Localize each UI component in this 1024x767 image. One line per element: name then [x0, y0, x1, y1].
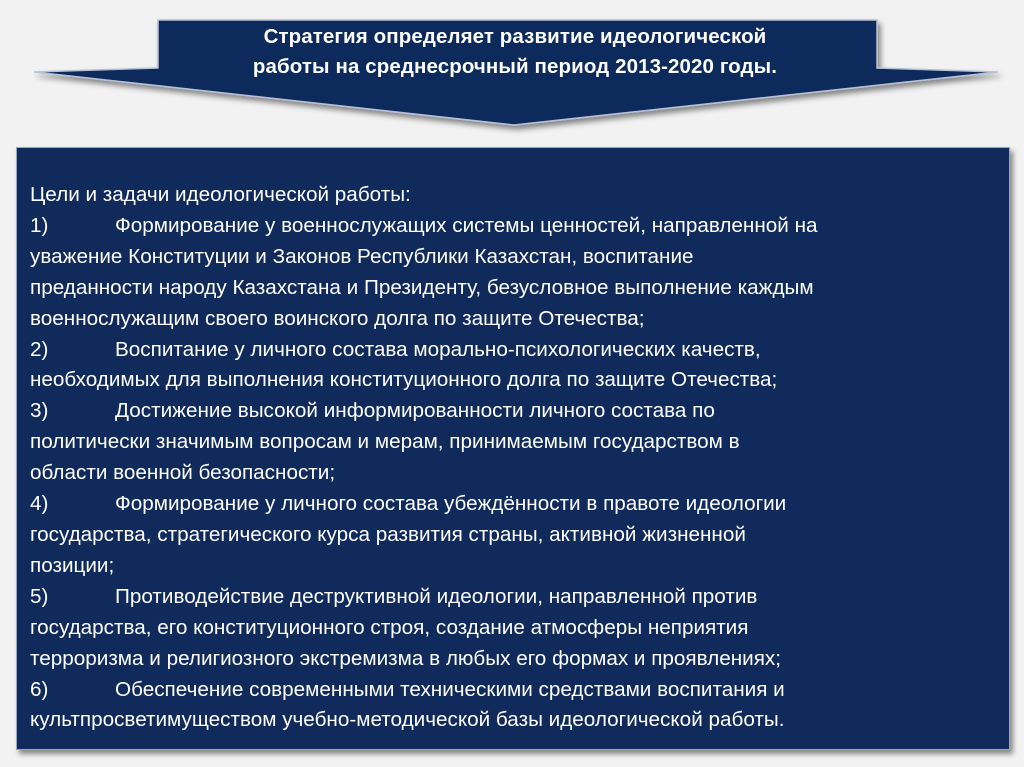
- list-item-line: необходимых для выполнения конституционного долга по защите Отечества;: [30, 368, 778, 392]
- list-item-line: государства, его конституционного строя, создание атмосферы неприятия: [30, 615, 749, 639]
- list-item-line: области военной безопасности;: [30, 461, 336, 485]
- list-item-line: 1) Формирование у военнослужащих системы ценностей, направленной на: [30, 211, 1005, 242]
- list-item-line: политически значимым вопросам и мерам, принимаемым государством в: [30, 430, 740, 454]
- list-item-number: 6): [30, 677, 49, 701]
- list-item-number: 1): [30, 213, 49, 237]
- content-text: [30, 180, 1005, 736]
- list-item-line: военнослужащим своего воинского долга по защите Отечества;: [30, 306, 645, 330]
- list-item-line: государства, стратегического курса развития страны, активной жизненной: [30, 522, 746, 546]
- list-item-line: 6) Обеспечение современными техническими средствами воспитания и: [30, 675, 1005, 706]
- list-item-line: терроризма и религиозного экстремизма в любых его формах и проявлениях;: [30, 646, 782, 670]
- banner-title-line: Стратегия определяет развитие идеологической: [263, 25, 767, 48]
- list-item-line: культпросветимуществом учебно-методической базы идеологической работы.: [30, 708, 785, 732]
- banner-title: [170, 22, 860, 82]
- list-item-line: преданности народу Казахстана и Президенту, безусловное выполнение каждым: [30, 275, 814, 299]
- list-item-line: 2) Воспитание у личного состава морально-психологических качеств,: [30, 335, 1005, 366]
- list-item-line: 4) Формирование у личного состава убеждённости в правоте идеологии: [30, 489, 1005, 520]
- list-item-number: 2): [30, 337, 49, 361]
- list-item-number: 5): [30, 584, 49, 608]
- list-item-line: 3) Достижение высокой информированности личного состава по: [30, 396, 1005, 427]
- list-item-line: 5) Противодействие деструктивной идеологии, направленной против: [30, 582, 1005, 613]
- list-item-number: 3): [30, 399, 49, 423]
- list-item-number: 4): [30, 492, 49, 516]
- banner-title-line: работы на среднесрочный период 2013-2020 годы.: [252, 55, 778, 78]
- list-item-line: уважение Конституции и Законов Республики Казахстан, воспитание: [30, 244, 694, 268]
- content-box: [16, 147, 1010, 750]
- list-item-line: позиции;: [30, 553, 115, 577]
- content-heading: Цели и задачи идеологической работы:: [30, 183, 411, 206]
